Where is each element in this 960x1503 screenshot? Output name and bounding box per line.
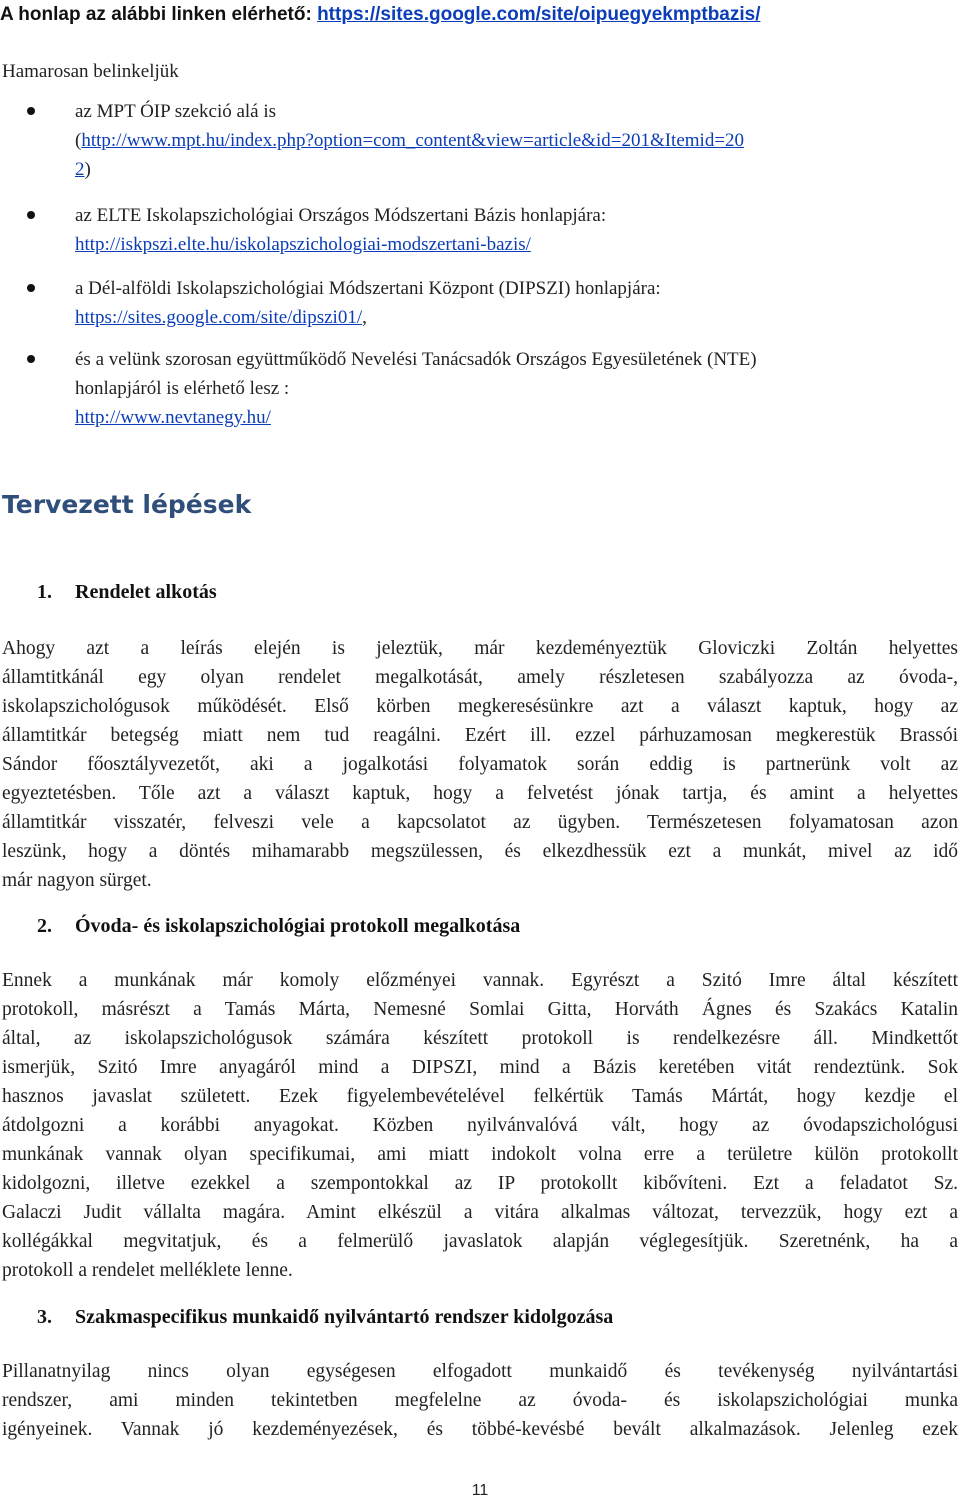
coming-soon-text: Hamarosan belinkeljük: [2, 61, 179, 82]
paragraph-line: államtitkánál egy olyan rendelet megalkotását, amely részletesen szabályozza az óvoda-,: [2, 667, 958, 688]
paragraph-line: ismerjük, Szitó Imre anyagáról mind a DIPSZI, mind a Bázis keretében vitát rendeztünk. Sok: [2, 1057, 958, 1078]
bullet-icon: [27, 211, 35, 219]
paragraph-line: protokoll, másrészt a Tamás Márta, Nemesné Somlai Gitta, Horváth Ágnes és Szakács Katalin: [2, 999, 958, 1020]
paragraph-line: rendszer, ami minden tekintetben megfelelne az óvoda- és iskolapszichológiai munka: [2, 1390, 958, 1411]
section-heading: Tervezett lépések: [2, 490, 252, 519]
bullet-2-line-2: [75, 230, 531, 259]
paragraph-line: átdolgozni a korábbi anyagokat. Közben nyilvánvalóvá vált, hogy az óvodapszichológusi: [2, 1115, 958, 1136]
bullet-icon: [27, 355, 35, 363]
bullet-3-line-1: a Dél-alföldi Iskolapszichológiai Módszertani Központ (DIPSZI) honlapjára:: [75, 278, 661, 299]
bullet-1-line-3: 2): [75, 159, 91, 180]
bullet-icon: [27, 284, 35, 292]
bullet-1-line-2: (http://www.mpt.hu/index.php?option=com_content&view=article&id=201&Itemid=20: [75, 130, 745, 151]
nte-link[interactable]: http://www.nevtanegy.hu/: [75, 407, 271, 428]
bullet-2-line-1: az ELTE Iskolapszichológiai Országos Módszertani Bázis honlapjára:: [75, 205, 607, 226]
bullet-4-line-3: [75, 403, 271, 432]
mpt-link[interactable]: http://www.mpt.hu/index.php?option=com_content&view=article&id=201&Itemid=20: [81, 130, 745, 151]
paragraph-line: kollégákkal megvitatjuk, és a felmerülő javaslatok alapján véglegesítjük. Szeretnénk, ha a: [2, 1231, 958, 1252]
paragraph-line: protokoll a rendelet melléklete lenne.: [2, 1260, 293, 1281]
bullet-3-line-2: https://sites.google.com/site/dipszi01/,: [75, 307, 367, 328]
section-2-number: 2.: [37, 915, 52, 937]
paragraph-line: hasznos javaslat született. Ezek figyelembevételével felkértük Tamás Mártát, hogy kezdje el: [2, 1086, 958, 1107]
paragraph-line: Sándor főosztályvezetőt, aki a jogalkotási folyamatok során eddig is partnerünk volt az: [2, 754, 958, 775]
dipszi-link[interactable]: https://sites.google.com/site/dipszi01/: [75, 307, 363, 328]
paragraph-line: munkának vannak olyan specifikumai, ami miatt indokolt volna erre a területre külön protokollt: [2, 1144, 958, 1165]
elte-link[interactable]: http://iskpszi.elte.hu/iskolapszichologiai-modszertani-bazis/: [75, 234, 531, 255]
bullet-4-line-1: és a velünk szorosan együttműködő Nevelési Tanácsadók Országos Egyesületének (NTE): [75, 349, 757, 370]
paragraph-line: Ennek a munkának már komoly előzményei vannak. Egyrészt a Szitó Imre által készített: [2, 970, 958, 991]
homepage-link[interactable]: https://sites.google.com/site/oipuegyekmptbazis/: [317, 4, 761, 25]
paragraph-line: államtitkár visszatér, felveszi vele a kapcsolatot az ügyben. Természetesen folyamatosan azon: [2, 812, 958, 833]
paragraph-line: már nagyon sürget.: [2, 870, 152, 891]
paragraph-line: iskolapszichológusok működését. Első körben megkeresésünkre azt a választ kaptuk, hogy az: [2, 696, 958, 717]
page-number: 11: [471, 1482, 489, 1499]
mpt-link-continued[interactable]: 2: [75, 159, 85, 180]
paragraph-line: Ahogy azt a leírás elején is jeleztük, már kezdeményeztük Gloviczki Zoltán helyettes: [2, 638, 958, 659]
paragraph-line: Pillanatnyilag nincs olyan egységesen elfogadott munkaidő és tevékenység nyilvántartási: [2, 1361, 958, 1382]
section-3-title: Szakmaspecifikus munkaidő nyilvántartó rendszer kidolgozása: [75, 1306, 614, 1328]
bullet-icon: [27, 107, 35, 115]
intro-line: [0, 4, 761, 26]
paragraph-line: igényeinek. Vannak jó kezdeményezések, és többé-kevésbé bevált alkalmazások. Jelenleg ezek: [2, 1419, 958, 1440]
section-1-title: Rendelet alkotás: [75, 581, 217, 603]
paragraph-line: egyeztetésben. Tőle azt a választ kaptuk, hogy a felvetést jónak tartja, és amint a helyettes: [2, 783, 958, 804]
paragraph-line: államtitkár betegség miatt nem tud reagálni. Ezért ill. ezzel párhuzamosan megkerestük Brassói: [2, 725, 958, 746]
bullet-1-line-1: az MPT ÓIP szekció alá is: [75, 101, 277, 122]
section-1-number: 1.: [37, 581, 52, 603]
bullet-4-line-2: honlapjáról is elérhető lesz :: [75, 378, 290, 399]
section-1-paragraph: [2, 634, 958, 895]
section-2-paragraph: [2, 966, 958, 1285]
section-2-title: Óvoda- és iskolapszichológiai protokoll megalkotása: [75, 915, 521, 937]
paragraph-line: Galaczi Judit vállalta magára. Amint elkészül a vitára alkalmas változat, tervezzük, hogy ezt a: [2, 1202, 958, 1223]
section-3-paragraph: [2, 1357, 958, 1444]
paragraph-line: kidolgozni, illetve ezekkel a szempontokkal az IP protokollt kibővíteni. Ezt a feladatot Sz.: [2, 1173, 958, 1194]
section-3-number: 3.: [37, 1306, 52, 1328]
intro-label: A honlap az alábbi linken elérhető:: [0, 4, 312, 25]
paragraph-line: által, az iskolapszichológusok számára készített protokoll is rendelkezésre áll. Mindkettőt: [2, 1028, 958, 1049]
paragraph-line: leszünk, hogy a döntés mihamarabb megszülessen, és elkezdhessük ezt a munkát, mivel az idő: [2, 841, 958, 862]
